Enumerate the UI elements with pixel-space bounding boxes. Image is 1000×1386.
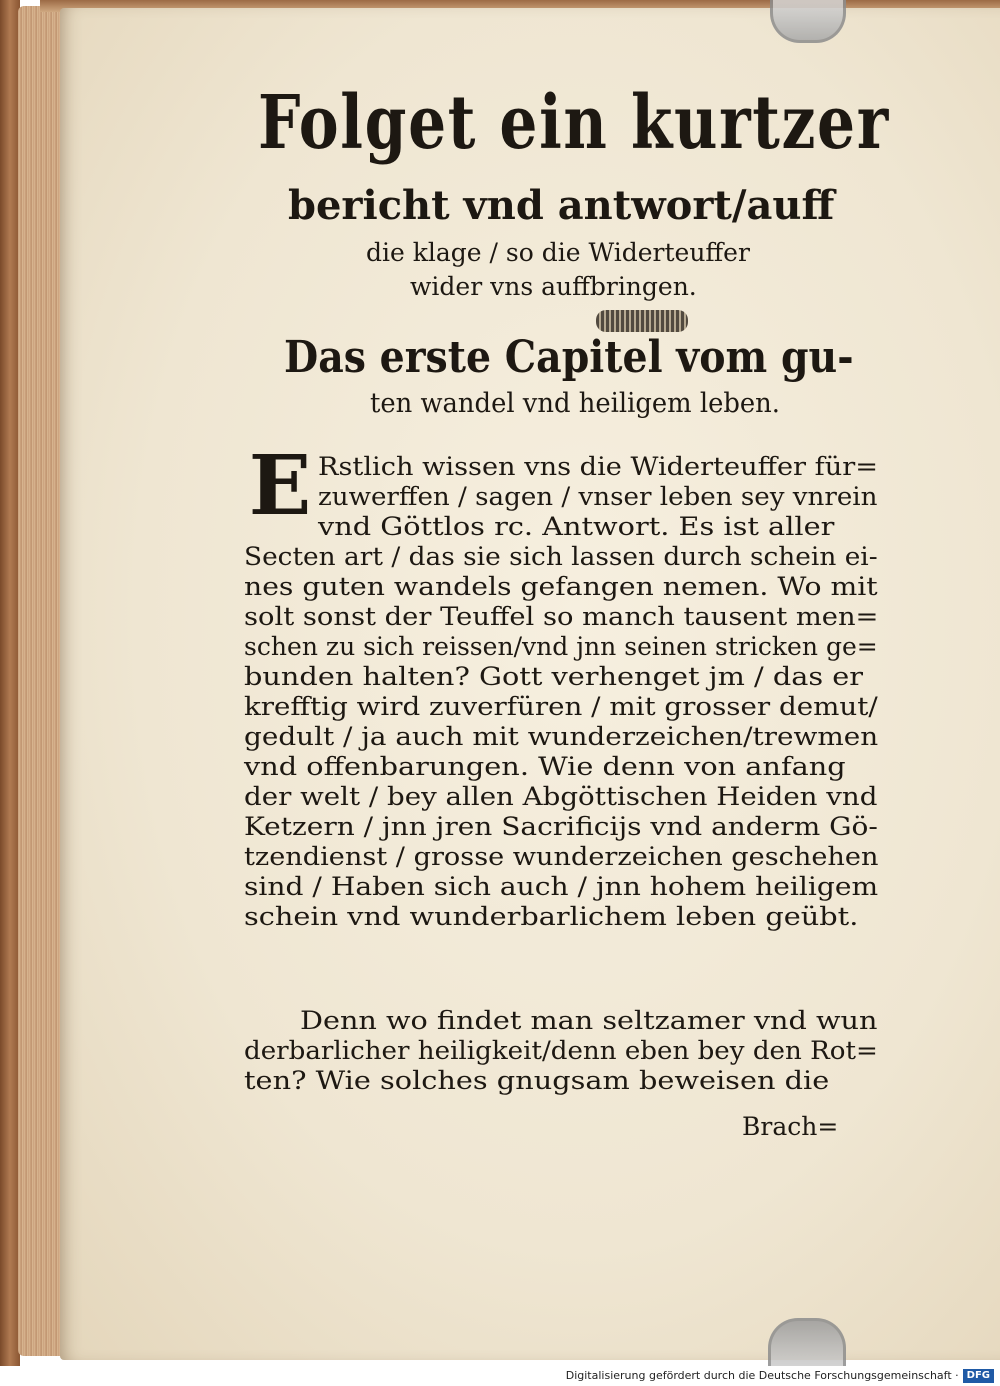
- text-line: bunden halten? Gott verhenget jm / das er: [244, 662, 864, 691]
- text-line: nes guten wandels gefangen nemen. Wo mit: [244, 572, 878, 601]
- book-cover-edge: [0, 0, 20, 1366]
- text-line: ten? Wie solches gnugsam beweisen die: [244, 1066, 830, 1095]
- text-line: der welt / bey allen Abgöttischen Heiden vnd: [244, 782, 878, 811]
- text-line: sind / Haben sich auch / jnn hohem heiligem: [244, 872, 879, 901]
- text-line: Ketzern / jnn jren Sacrificijs vnd anderm Gö-: [244, 812, 878, 841]
- text-line: zuwerffen / sagen / vnser leben sey vnrein: [318, 482, 878, 511]
- funding-notice: Digitalisierung gefördert durch die Deutsche Forschungsgemeinschaft ·: [565, 1369, 959, 1382]
- text-line: Denn wo findet man seltzamer vnd wun: [300, 1006, 878, 1035]
- text-line: schein vnd wunderbarlichem leben geübt.: [244, 902, 859, 931]
- title-line-4: wider vns auffbringen.: [410, 272, 697, 301]
- bottom-clip: [768, 1318, 846, 1366]
- text-line: Secten art / das sie sich lassen durch schein ei-: [244, 542, 878, 571]
- page-stack-edge: [18, 6, 64, 1356]
- title-line-3: die klage / so die Widerteuffer: [366, 238, 750, 267]
- footer-bar: [0, 1366, 1000, 1386]
- ornament-icon: [596, 310, 688, 332]
- text-line: vnd Göttlos rc. Antwort. Es ist aller: [318, 512, 835, 541]
- text-line: tzendienst / grosse wunderzeichen geschehen: [244, 842, 879, 871]
- text-line: gedult / ja auch mit wunderzeichen/trewmen: [244, 722, 879, 751]
- dfg-logo-icon: DFG: [963, 1369, 994, 1383]
- title-line-1: Folget ein kurtzer: [258, 80, 890, 166]
- text-line: vnd offenbarungen. Wie denn von anfang: [244, 752, 846, 781]
- title-line-2: bericht vnd antwort/auff: [288, 182, 835, 229]
- text-line: krefftig wird zuverfüren / mit grosser demut/: [244, 692, 878, 721]
- drop-initial: E: [248, 438, 312, 534]
- text-line: schen zu sich reissen/vnd jnn seinen stricken ge=: [244, 632, 878, 661]
- text-line: derbarlicher heiligkeit/denn eben bey den Rot=: [244, 1036, 878, 1065]
- text-line: solt sonst der Teuffel so manch tausent men=: [244, 602, 879, 631]
- catchword: Brach=: [742, 1112, 839, 1141]
- text-line: Rstlich wissen vns die Widerteuffer für=: [318, 452, 879, 481]
- chapter-heading-line-1: Das erste Capitel vom gu-: [284, 332, 854, 383]
- chapter-heading-line-2: ten wandel vnd heiligem leben.: [370, 388, 780, 419]
